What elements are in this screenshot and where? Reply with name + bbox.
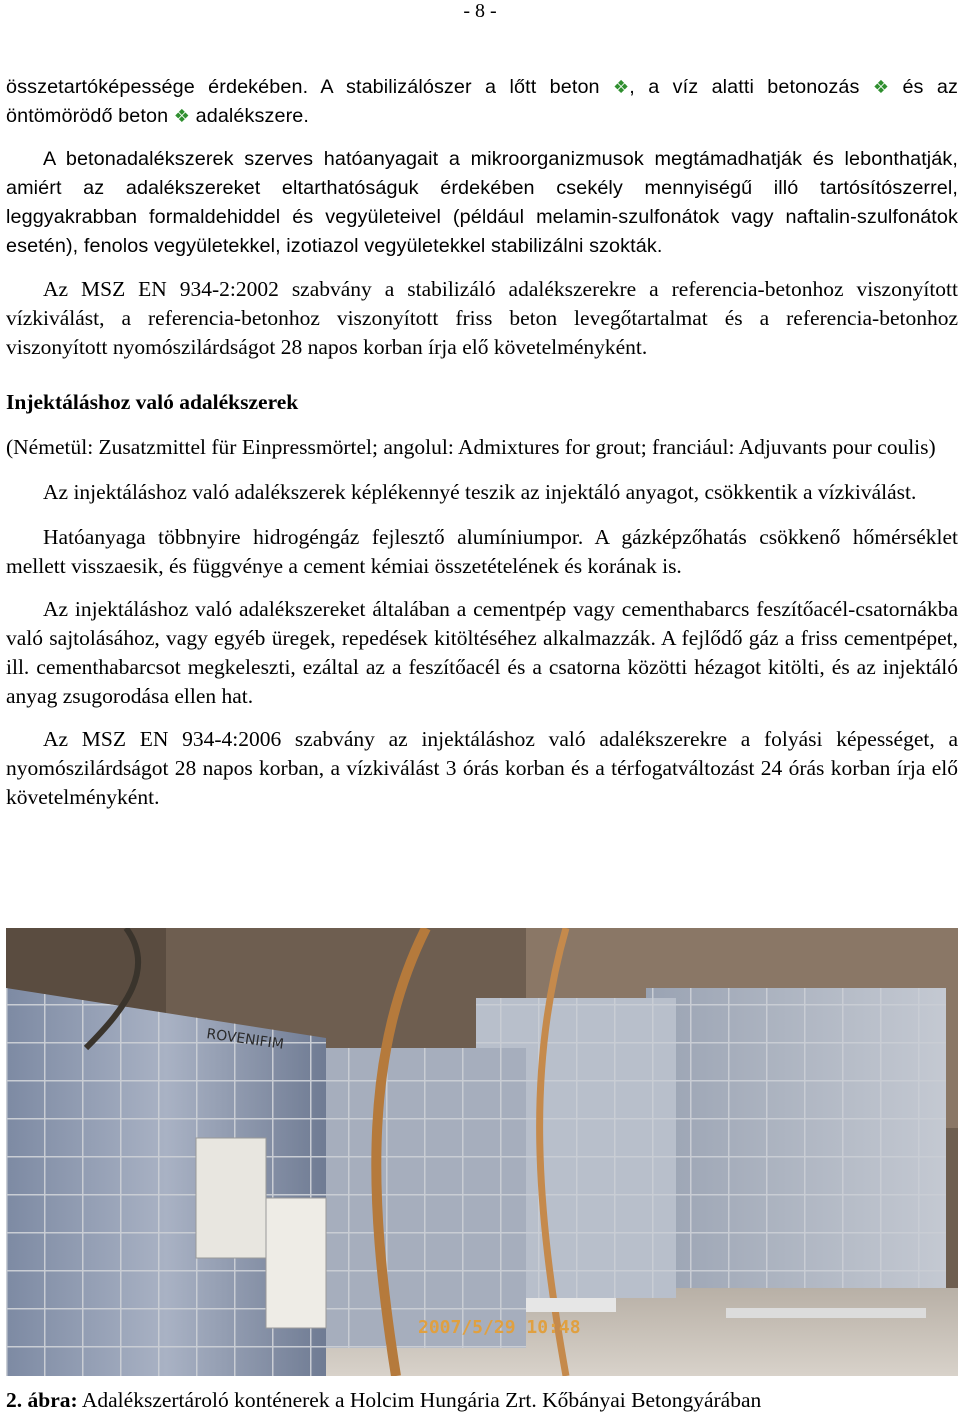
text-fragment: , a víz alatti betonozás: [629, 76, 873, 98]
text-fragment: és az öntömörödő beton: [6, 76, 958, 127]
tank-marker-label: ROVENIFIM: [205, 1026, 285, 1053]
photo-timestamp: 2007/5/29 10:48: [418, 1317, 581, 1338]
page-number: - 8 -: [463, 0, 497, 22]
bullet-diamond-icon: ❖: [613, 77, 630, 97]
paragraph-standard-934-2: Az MSZ EN 934-2:2002 szabvány a stabilizáló adalékszerekre a referencia-betonhoz viszonyított vízkiválást, a referencia-betonhoz viszonyított friss beton levegőtartalmat és a referencia-betonhoz viszonyított nyomószilárdságot 28 napos korban írja elő követelményként.: [6, 277, 958, 359]
paragraph-translations: (Németül: Zusatzmittel für Einpressmörtel; angolul: Admixtures for grout; franciául: Adjuvants pour coulis): [6, 435, 936, 459]
text-fragment: összetartóképessége érdekében. A stabilizálószer a lőtt beton: [6, 76, 613, 98]
section-heading: Injektáláshoz való adalékszerek: [6, 390, 299, 414]
bullet-diamond-icon: ❖: [173, 106, 191, 126]
paragraph-usage: Az injektáláshoz való adalékszereket általában a cementpép vagy cementhabarcs feszítőacél-csatornákba való sajtolásához, vagy egyéb üregek, repedések kitöltéséhez alkalmazzák. A fejlődő gáz a friss cementpépet, ill. cementhabarcsot megkeleszti, ezáltal az a feszítőacél és a csatorna közötti hézagot kitölti, és az injektáló anyag zsugorodása ellen hat.: [6, 597, 958, 708]
paragraph-stabilizer: [6, 73, 958, 131]
paragraph-grout-effect: Az injektáláshoz való adalékszerek képlékennyé teszik az injektáló anyagot, csökkentik a vízkiválást.: [43, 480, 917, 504]
text-fragment: adalékszere.: [190, 105, 309, 127]
bullet-diamond-icon: ❖: [872, 77, 890, 97]
paragraph-active-agent: Hatóanyaga többnyire hidrogéngáz fejlesztő alumíniumpor. A gázképzőhatás csökkenő hőmérséklet mellett visszaesik, és függvénye a cement kémiai összetételének és korának is.: [6, 525, 958, 578]
document-body: [6, 73, 958, 812]
caption-label: 2. ábra:: [6, 1388, 78, 1412]
caption-text: Adalékszertároló konténerek a Holcim Hungária Zrt. Kőbányai Betongyárában: [77, 1388, 762, 1412]
container-storage-photo: [6, 928, 958, 1376]
paragraph-preservatives: A betonadalékszerek szerves hatóanyagait a mikroorganizmusok megtámadhatják és lebonthatják, amiért az adalékszereket eltarthatóságuk érdekében csekély mennyiségű illó tartósítószerrel, leggyakrabban formaldehiddel és vegyületeivel (például melamin-szulfonátok vagy naftalin-szulfonátok esetén), fenolos vegyületekkel, izotiazol vegyületekkel stabilizálni szokták.: [6, 148, 958, 257]
figure-caption: [6, 1386, 958, 1415]
paragraph-standard-934-4: Az MSZ EN 934-4:2006 szabvány az injektáláshoz való adalékszerekre a folyási képességet, a nyomószilárdságot 28 napos korban, a vízkiválást 3 órás korban és a térfogatváltozást 24 órás korban írja elő követelményként.: [6, 727, 958, 809]
